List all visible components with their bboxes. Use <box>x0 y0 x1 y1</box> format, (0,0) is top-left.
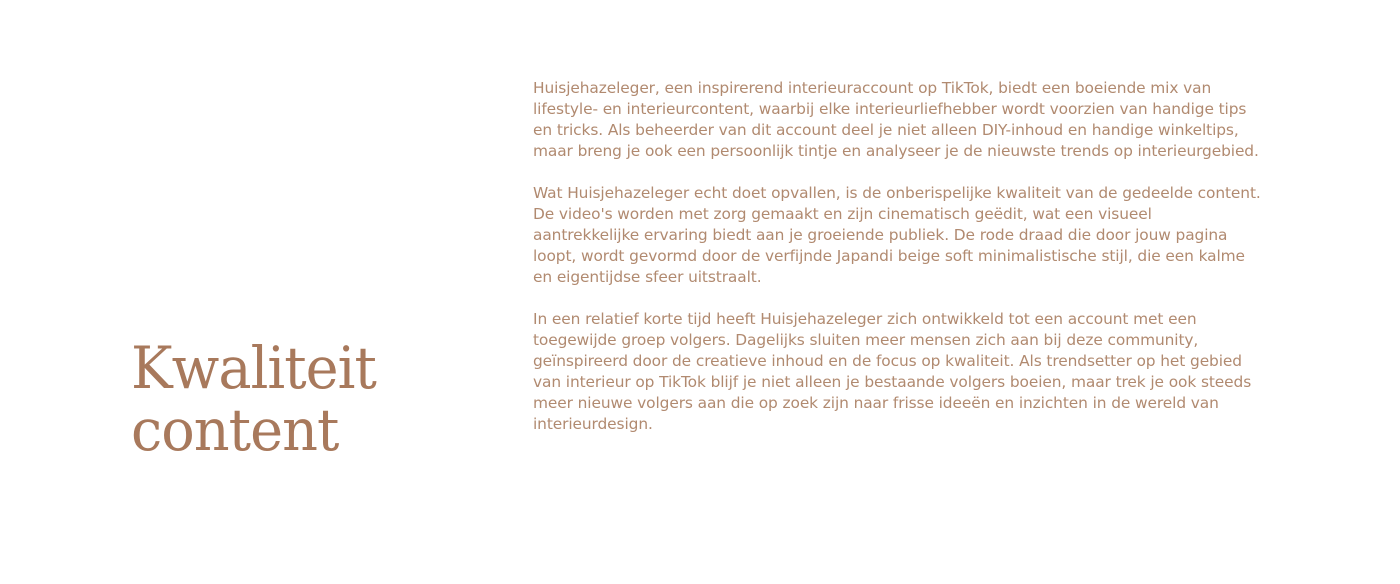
paragraph-2: Wat Huisjehazeleger echt doet opvallen, is de onberispelijke kwaliteit van de gedeelde content. De video's worden met zorg gemaakt en zijn cinematisch geëdit, wat een visueel aantrekkelijke ervaring biedt aan je groeiende publiek. De rode draad die door jouw pagina loopt, wordt gevormd door de verfijnde Japandi beige soft minimalistische stijl, die een kalme en eigentijdse sfeer uitstraalt. <box>533 184 1261 286</box>
paragraph-1: Huisjehazeleger, een inspirerend interieuraccount op TikTok, biedt een boeiende mix van lifestyle- en interieurcontent, waarbij elke interieurliefhebber wordt voorzien van handige tips en tricks. Als beheerder van dit account deel je niet alleen DIY-inhoud en handige winkeltips, maar breng je ook een persoonlijk tintje en analyseer je de nieuwste trends op interieurgebied. <box>533 79 1259 160</box>
section-title <box>131 334 477 464</box>
section-title-line-1: Kwaliteit <box>131 334 376 402</box>
paragraph-3: In een relatief korte tijd heeft Huisjehazeleger zich ontwikkeld tot een account met een toegewijde groep volgers. Dagelijks sluiten meer mensen zich aan bij deze community, geïnspireerd door de creatieve inhoud en de focus op kwaliteit. Als trendsetter op het gebied van interieur op TikTok blijf je niet alleen je bestaande volgers boeien, maar trek je ook steeds meer nieuwe volgers aan die op zoek zijn naar frisse ideeën en inzichten in de wereld van interieurdesign. <box>533 310 1252 433</box>
section-title-line-2: content <box>131 396 339 464</box>
body-text <box>533 78 1261 435</box>
